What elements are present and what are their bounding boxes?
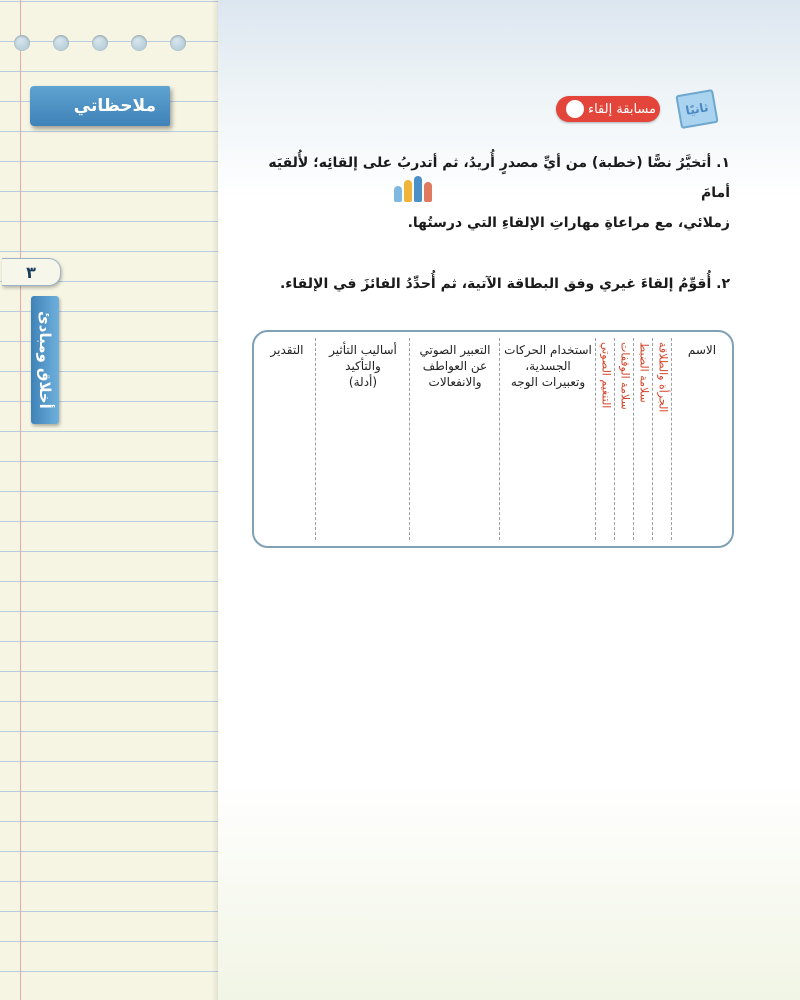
col-vocal: [409, 338, 500, 540]
notes-panel: [0, 0, 219, 1000]
notes-label: ملاحظاتي: [73, 96, 156, 116]
pill-dot-icon: [566, 100, 584, 118]
col-movements-header: استخدام الحركات الجسدية، وتعبيرات الوجه: [504, 343, 592, 389]
col-vocal-header: التعبير الصوتي عن العواطف والانفعالات: [419, 343, 491, 389]
unit-number: ٣: [26, 262, 36, 282]
binder-hole: [92, 35, 108, 51]
col-movements: [499, 338, 596, 540]
col-intonation-header: التنغيم الصوتي: [599, 342, 613, 409]
question-2: ٢. أُقوِّمُ إلقاءَ غيري وفق البطاقة الآتية، ثم أُحدِّدُ الفائزَ في الإلقاء.: [279, 276, 730, 292]
col-persuasion: [315, 338, 410, 540]
col-accuracy: [633, 338, 653, 540]
evaluation-card: [252, 330, 734, 548]
section-pill-label: مسابقة إلقاء: [587, 101, 656, 117]
unit-title: أخلاق ومبادئ: [36, 311, 54, 409]
section-badge: [675, 89, 718, 129]
col-intonation: [595, 338, 615, 540]
section-pill: [556, 96, 660, 122]
col-name: [671, 338, 732, 540]
question-1: [260, 148, 730, 238]
margin-line: [20, 0, 21, 1000]
binder-hole: [53, 35, 69, 51]
col-grade: [258, 338, 316, 540]
col-courage: [652, 338, 672, 540]
col-persuasion-header: أساليب التأثير والتأكيد (أدلة): [329, 343, 397, 389]
group-work-icon: [394, 176, 434, 202]
col-name-header: الاسم: [687, 343, 717, 357]
col-courage-header: الجرأة والطلاقة: [656, 342, 670, 413]
col-pauses-header: سلامة الوقفات: [618, 342, 632, 410]
unit-title-tab: [31, 296, 59, 424]
question-1-line-2: زملائي، مع مراعاةِ مهاراتِ الإلقاءِ التي درستُها.: [407, 215, 730, 231]
notes-tab: [30, 86, 170, 126]
unit-number-box: [2, 258, 61, 286]
binder-hole: [14, 35, 30, 51]
binder-holes: [14, 35, 186, 51]
question-1-line-1: ١. أتخيَّرُ نصًّا (خطبة) من أيِّ مصدرٍ أُريدُ، ثم أتدربُ على إلقائِه؛ لأُلقيَه أمامَ: [268, 155, 730, 201]
col-pauses: [614, 338, 634, 540]
col-accuracy-header: سلامة الضبط: [637, 342, 651, 403]
col-grade-header: التقدير: [270, 343, 304, 357]
binder-hole: [131, 35, 147, 51]
binder-hole: [170, 35, 186, 51]
section-badge-label: ثانيًا: [684, 100, 710, 118]
main-page: [218, 0, 800, 1000]
